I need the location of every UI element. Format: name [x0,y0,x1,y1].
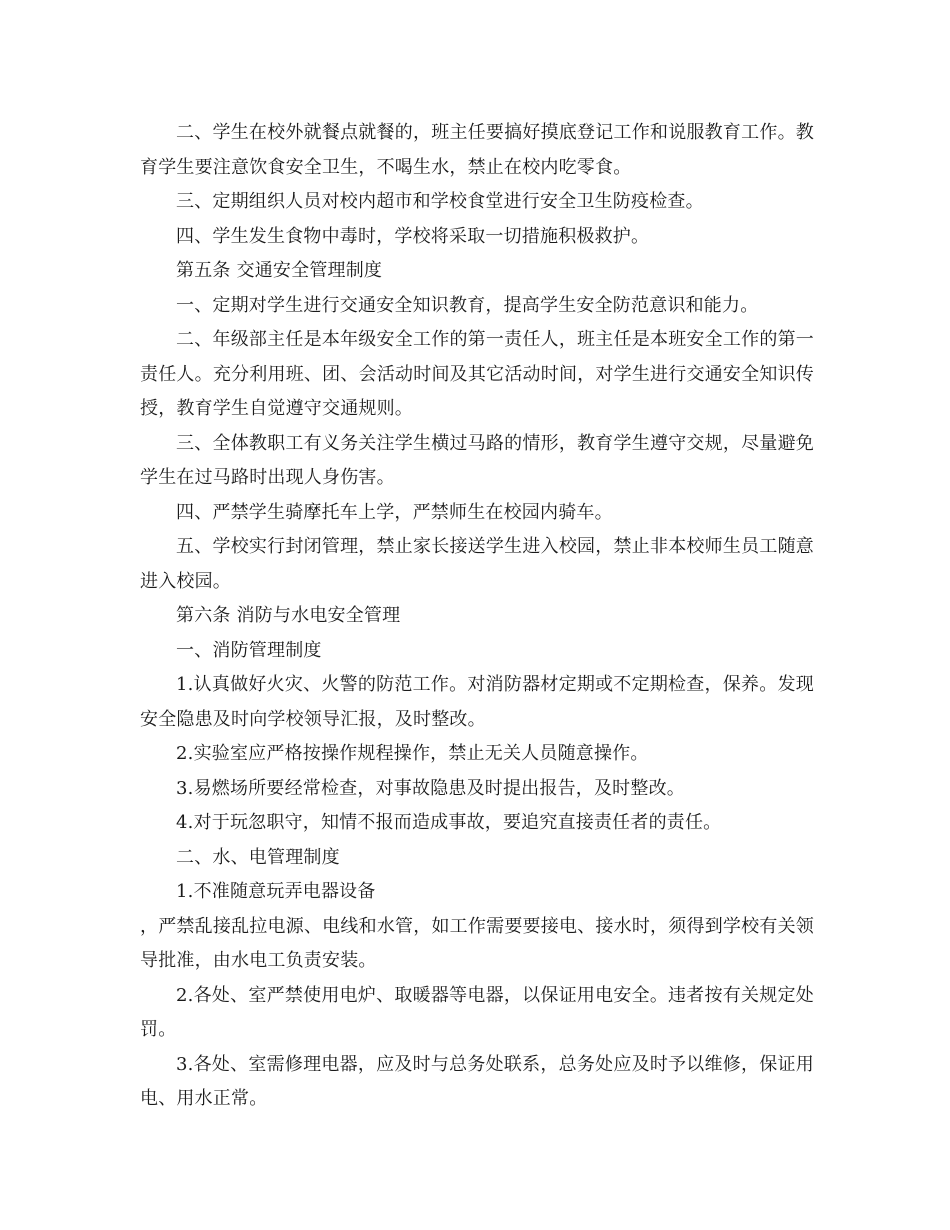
paragraph-traffic-education: 一、定期对学生进行交通安全知识教育，提高学生安全防范意识和能力。 [176,294,759,316]
paragraph-hygiene-inspection: 三、定期组织人员对校内超市和学校食堂进行安全卫生防疫检查。 [176,191,704,212]
section-heading-traffic: 第五条 交通安全管理制度 [176,260,383,281]
paragraph-electrical-equipment: 1.不准随意玩弄电器设备 [176,881,376,902]
paragraph-traffic-responsibility: 二、年级部主任是本年级安全工作的第一责任人，班主任是本班安全工作的第一责任人。充分利用班、团、会活动时间及其它活动时间，对学生进行交通安全知识传授，教育学生自觉遵守交通规则。 [140,329,814,419]
paragraph-fire-prevention: 1.认真做好火灾、火警的防范工作。对消防器材定期或不定期检查，保养。发现安全隐患及时向学校领导汇报，及时整改。 [140,674,814,730]
subheading-fire-management: 一、消防管理制度 [176,639,322,661]
subheading-water-electricity: 二、水、电管理制度 [176,846,340,868]
paragraph-wiring-approval: ，严禁乱接乱拉电源、电线和水管，如工作需要要接电、接水时，须得到学校有关领导批准，由水电工负责安装。 [140,915,814,971]
paragraph-dining-registration: 二、学生在校外就餐点就餐的，班主任要搞好摸底登记工作和说服教育工作。教育学生要注意饮食安全卫生，不喝生水，禁止在校内吃零食。 [140,122,814,178]
paragraph-heater-ban: 2.各处、室严禁使用电炉、取暖器等电器，以保证用电安全。违者按有关规定处罚。 [140,984,814,1040]
paragraph-crossing-road: 三、全体教职工有义务关注学生横过马路的情形，教育学生遵守交规，尽量避免学生在过马路时出现人身伤害。 [140,432,814,488]
paragraph-motorcycle-ban: 四、严禁学生骑摩托车上学，严禁师生在校园内骑车。 [176,501,613,523]
paragraph-food-poisoning: 四、学生发生食物中毒时，学校将采取一切措施积极救护。 [176,225,650,247]
paragraph-flammable-check: 3.易燃场所要经常检查，对事故隐患及时提出报告，及时整改。 [176,777,685,799]
document-body [140,116,814,1117]
paragraph-repair-contact: 3.各处、室需修理电器，应及时与总务处联系，总务处应及时予以维修，保证用电、用水正常。 [140,1053,814,1109]
paragraph-negligence: 4.对于玩忽职守，知情不报而造成事故，要追究直接责任者的责任。 [176,812,722,833]
paragraph-closed-management: 五、学校实行封闭管理，禁止家长接送学生进入校园，禁止非本校师生员工随意进入校园。 [140,536,814,592]
section-heading-fire-utilities: 第六条 消防与水电安全管理 [176,605,401,626]
paragraph-lab-operation: 2.实验室应严格按操作规程操作，禁止无关人员随意操作。 [176,743,649,764]
